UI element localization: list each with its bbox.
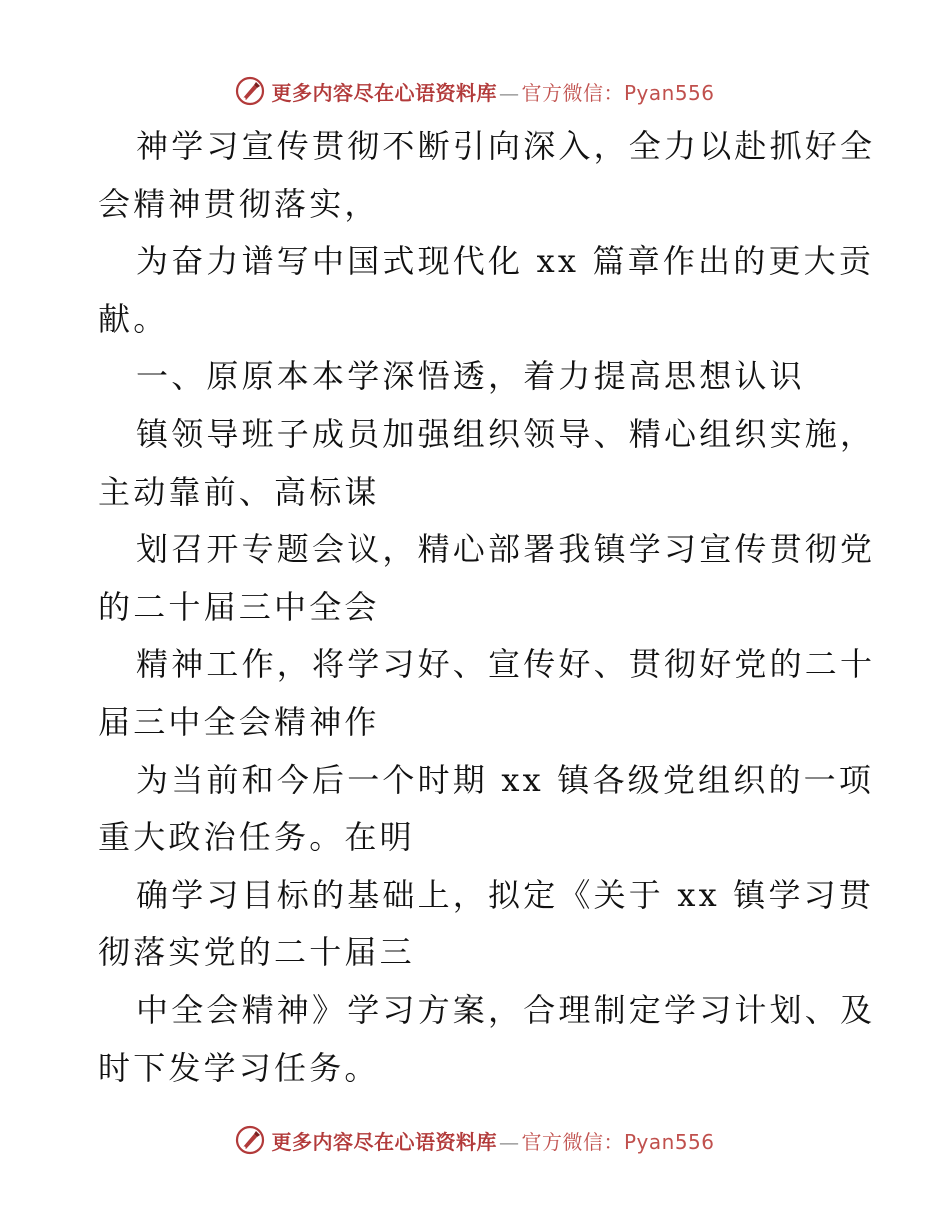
body-line: 镇领导班子成员加强组织领导、精心组织实施， xyxy=(136,414,876,453)
watermark-text: 更多内容尽在心语资料库 — 官方微信：Pyan556 xyxy=(271,80,715,105)
body-line: 中全会精神》学习方案，合理制定学习计划、及 xyxy=(136,990,876,1029)
body-line: 重大政治任务。在明 xyxy=(98,818,415,857)
pen-logo-icon xyxy=(235,76,265,106)
body-line: 主动靠前、高标谋 xyxy=(98,472,380,511)
header-watermark xyxy=(0,71,950,111)
body-line: 确学习目标的基础上，拟定《关于 xx 镇学习贯 xyxy=(136,875,875,914)
pen-logo-icon xyxy=(235,1125,265,1155)
body-line: 精神工作，将学习好、宣传好、贯彻好党的二十 xyxy=(136,645,876,684)
body-line: 为当前和今后一个时期 xx 镇各级党组织的一项 xyxy=(136,760,875,799)
body-line: 献。 xyxy=(98,299,169,338)
body-line: 会精神贯彻落实， xyxy=(98,184,380,223)
watermark-text: 更多内容尽在心语资料库 — 官方微信：Pyan556 xyxy=(271,1129,715,1154)
body-line: 神学习宣传贯彻不断引向深入，全力以赴抓好全 xyxy=(136,127,876,165)
body-line: 彻落实党的二十届三 xyxy=(98,933,415,972)
footer-watermark xyxy=(0,1120,950,1160)
section-heading: 一、原原本本学深悟透，着力提高思想认识 xyxy=(136,357,805,396)
body-line: 划召开专题会议，精心部署我镇学习宣传贯彻党 xyxy=(136,530,876,569)
body-line: 为奋力谱写中国式现代化 xx 篇章作出的更大贡 xyxy=(136,242,875,281)
body-line: 届三中全会精神作 xyxy=(98,702,380,741)
body-line: 时下发学习任务。 xyxy=(98,1048,380,1087)
body-line: 的二十届三中全会 xyxy=(98,587,380,626)
document-body xyxy=(98,118,876,1097)
